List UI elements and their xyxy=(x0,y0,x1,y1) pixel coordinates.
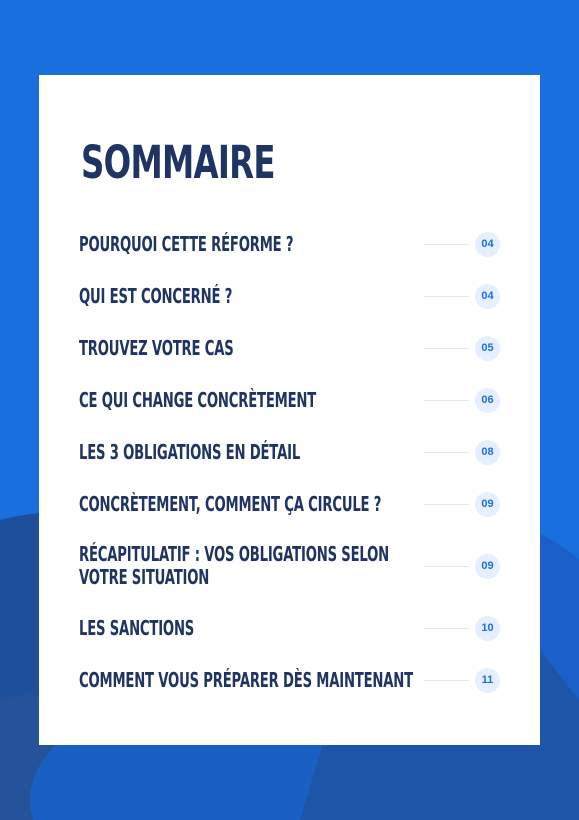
leader-line xyxy=(424,504,469,505)
leader-line xyxy=(424,566,469,567)
toc-item[interactable] xyxy=(79,333,499,363)
toc-item[interactable] xyxy=(79,385,499,415)
leader-line xyxy=(424,296,469,297)
page-number-badge: 10 xyxy=(475,616,500,641)
toc-item-label: POURQUOI CETTE RÉFORME ? xyxy=(79,231,294,256)
toc-item[interactable] xyxy=(79,665,499,695)
toc-item-label: LES SANCTIONS xyxy=(79,615,195,640)
toc-card xyxy=(39,75,540,745)
toc-item[interactable] xyxy=(79,541,499,591)
toc-list xyxy=(79,75,504,745)
leader-line xyxy=(424,452,469,453)
page-number-badge: 09 xyxy=(475,554,500,579)
leader-line xyxy=(424,400,469,401)
toc-item-label: COMMENT VOUS PRÉPARER DÈS MAINTENANT xyxy=(79,667,413,692)
leader-line xyxy=(424,244,469,245)
page-number-badge: 04 xyxy=(475,284,500,309)
toc-item[interactable] xyxy=(79,437,499,467)
leader-line xyxy=(424,628,469,629)
page-number-badge: 11 xyxy=(475,668,500,693)
page-number-badge: 08 xyxy=(475,440,500,465)
toc-item-label: LES 3 OBLIGATIONS EN DÉTAIL xyxy=(79,439,301,464)
page-number-badge: 06 xyxy=(475,388,500,413)
toc-item[interactable] xyxy=(79,281,499,311)
toc-item-label: CONCRÈTEMENT, COMMENT ÇA CIRCULE ? xyxy=(79,491,382,516)
page-title: SOMMAIRE xyxy=(81,136,275,189)
toc-item[interactable] xyxy=(79,489,499,519)
toc-item[interactable] xyxy=(79,613,499,643)
toc-item-label: CE QUI CHANGE CONCRÈTEMENT xyxy=(79,387,317,412)
page-number-badge: 09 xyxy=(475,492,500,517)
toc-item-label: QUI EST CONCERNÉ ? xyxy=(79,283,233,308)
toc-item-label: RÉCAPITULATIF : VOS OBLIGATIONS SELON VOTRE SITUATION xyxy=(79,542,390,589)
page-number-badge: 05 xyxy=(475,336,500,361)
toc-item[interactable] xyxy=(79,229,499,259)
leader-line xyxy=(424,680,469,681)
page-number-badge: 04 xyxy=(475,232,500,257)
toc-item-label: TROUVEZ VOTRE CAS xyxy=(79,335,234,360)
leader-line xyxy=(424,348,469,349)
